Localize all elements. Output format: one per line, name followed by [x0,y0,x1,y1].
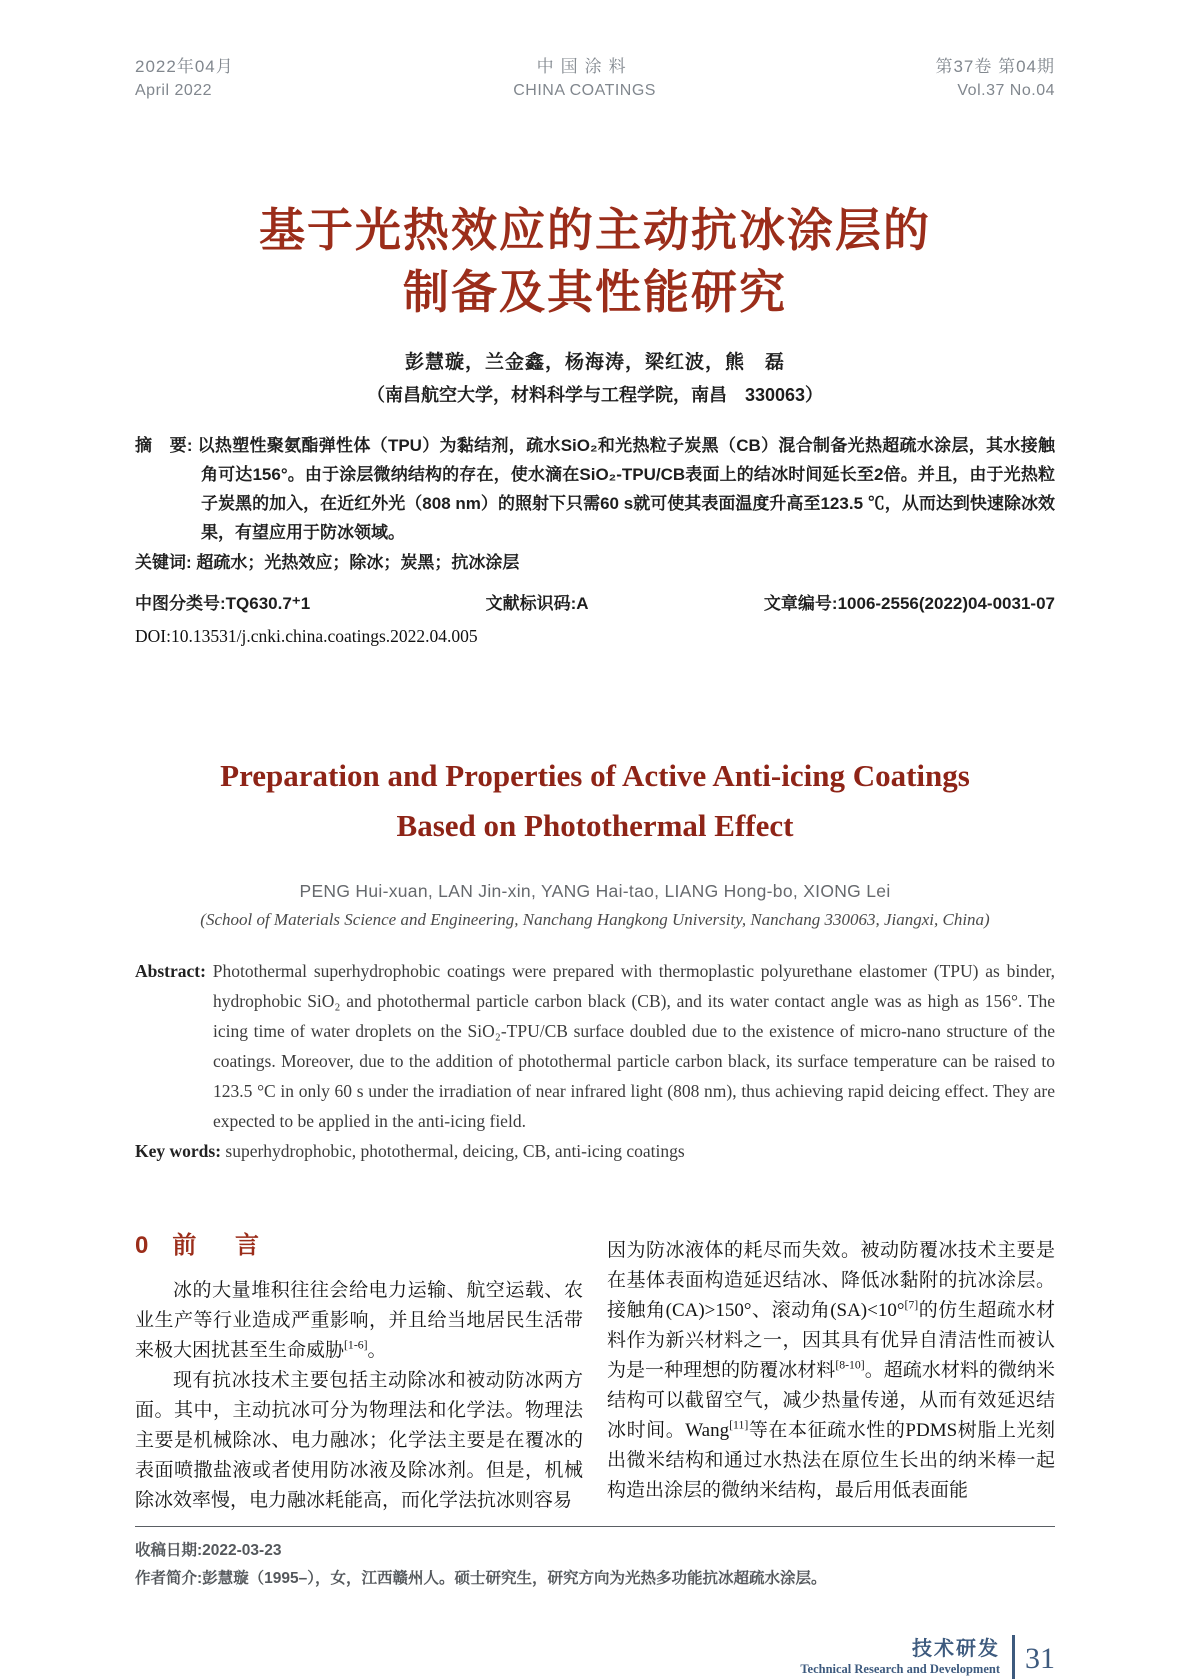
article-id: 文章编号:1006-2556(2022)04-0031-07 [763,594,1055,613]
abstract-cn-text: 以热塑性聚氨酯弹性体（TPU）为黏结剂，疏水SiO₂和光热粒子炭黑（CB）混合制备光热超疏水涂层，其水接触角可达156°。由于涂层微纳结构的存在，使水滴在SiO₂-TPU/CB表面上的结冰时间延长至2倍。并且，由于光热粒子炭黑的加入，在近红外光（808 nm）的照射下只需60 s就可使其表面温度升高至123.5 ℃，从而达到快速除冰效果，有望应用于防冰领域。 [197,436,1055,542]
header-date [135,55,234,103]
keywords-en-label: Key words: [135,1141,222,1161]
section-title: 前 言 [172,1232,276,1259]
abstract-cn [135,431,1055,547]
affiliation-cn: （南昌航空大学，材料科学与工程学院，南昌 330063） [366,385,824,405]
paper-title-en-line1: Preparation and Properties of Active Anti-icing Coatings [220,758,970,793]
body-column-right [607,1230,1055,1516]
badge-divider-bar [1012,1635,1015,1679]
paper-title-en-line2: Based on Photothermal Effect [396,808,794,843]
section-heading-0 [135,1230,583,1262]
keywords-cn-text: 超疏水；光热效应；除冰；炭黑；抗冰涂层 [196,553,520,572]
abstract-en-label: Abstract: [135,961,206,981]
section-number: 0 [135,1232,149,1259]
doc-code: 文献标识码:A [485,594,589,613]
page-badge [135,1635,1055,1679]
abstract-en-text: Photothermal superhydrophobic coatings were prepared with thermoplastic polyurethane elastomer (TPU) as binder, hydrophobic SiO₂ and photothermal particle carbon black (CB), and its water contact angle was as high as 156°. The icing time of water droplets on the SiO₂-TPU/CB surface doubled due to the existence of micro-nano structure of the coatings. Moreover, due to the addition of photothermal particle carbon black, its surface temperature can be raised to 123.5 °C in only 60 s under the irradiation of near infrared light (808 nm), thus achieving rapid deicing effect. They are expected to be applied in the anti-icing field. [212,961,1055,1131]
keywords-en [135,1136,1055,1166]
received-date: 收稿日期:2022-03-23 [135,1542,282,1559]
body-paragraph-3: 因为防冰液体的耗尽而失效。被动防覆冰技术主要是在基体表面构造延迟结冰、降低冰黏附的抗冰涂层。接触角(CA)>150°、滚动角(SA)<10°[7]的仿生超疏水材料作为新兴材料之一，因其具有优异自清洁性而被认为是一种理想的防覆冰材料[8-10]。超疏水材料的微纳米结构可以截留空气，减少热量传递，从而有效延迟结冰时间。Wang[11]等在本征疏水性的PDMS树脂上光刻出微米结构和通过水热法在原位生长出的纳米棒一起构造出涂层的微纳米结构，最后用低表面能 [607,1240,1055,1501]
paper-title-cn-line1: 基于光热效应的主动抗冰涂层的 [259,204,931,256]
page-number: 31 [1025,1642,1055,1675]
body-columns [135,1230,1055,1516]
abstract-en [135,956,1055,1136]
journal-header [135,55,1055,103]
header-issue-en: Vol.37 No.04 [957,82,1055,99]
header-journal-name [513,55,656,103]
body-paragraph-2: 现有抗冰技术主要包括主动除冰和被动防冰两方面。其中，主动抗冰可分为物理法和化学法。物理法主要是机械除冰、电力融冰；化学法主要是在覆冰的表面喷撒盐液或者使用防冰液及除冰剂。但是，机械除冰效率慢，电力融冰耗能高，而化学法抗冰则容易 [135,1370,583,1511]
header-issue-cn: 第37卷 第04期 [935,57,1055,76]
badge-section-en: Technical Research and Development [800,1662,1000,1676]
header-journal-en: CHINA COATINGS [513,82,656,99]
authors-cn: 彭慧璇，兰金鑫，杨海涛，梁红波，熊 磊 [404,352,785,373]
doi: DOI:10.13531/j.cnki.china.coatings.2022.04.005 [135,626,478,646]
footer-notes [135,1537,1055,1593]
badge-section-cn: 技术研发 [912,1638,1000,1660]
affiliation-en: (School of Materials Science and Engineering, Nanchang Hangkong University, Nanchang 330063, Jiangxi, China) [200,910,990,929]
header-date-en: April 2022 [135,82,213,99]
abstract-cn-label: 摘 要: [135,436,193,455]
header-date-cn: 2022年04月 [135,57,234,76]
body-paragraph-1: 冰的大量堆积往往会给电力运输、航空运载、农业生产等行业造成严重影响，并且给当地居民生活带来极大困扰甚至生命威胁[1-6]。 [135,1280,583,1361]
clc-number: 中图分类号:TQ630.7⁺1 [135,594,311,613]
meta-row [135,589,1055,614]
paper-title-cn-line2: 制备及其性能研究 [403,266,787,318]
body-column-left [135,1230,583,1516]
badge-section [800,1637,1000,1677]
header-journal-cn: 中国涂料 [536,57,633,76]
keywords-en-text: superhydrophobic, photothermal, deicing, CB, anti-icing coatings [225,1141,685,1161]
authors-en: PENG Hui-xuan, LAN Jin-xin, YANG Hai-tao, LIANG Hong-bo, XIONG Lei [299,881,891,901]
keywords-cn-label: 关键词: [135,553,192,572]
author-bio: 作者简介:彭慧璇（1995–），女，江西赣州人。硕士研究生，研究方向为光热多功能抗冰超疏水涂层。 [135,1570,827,1587]
keywords-cn [135,548,1055,577]
footer-divider [135,1526,1055,1527]
paper-title-en [135,751,1055,851]
header-issue [935,55,1055,103]
paper-title-cn [135,199,1055,323]
